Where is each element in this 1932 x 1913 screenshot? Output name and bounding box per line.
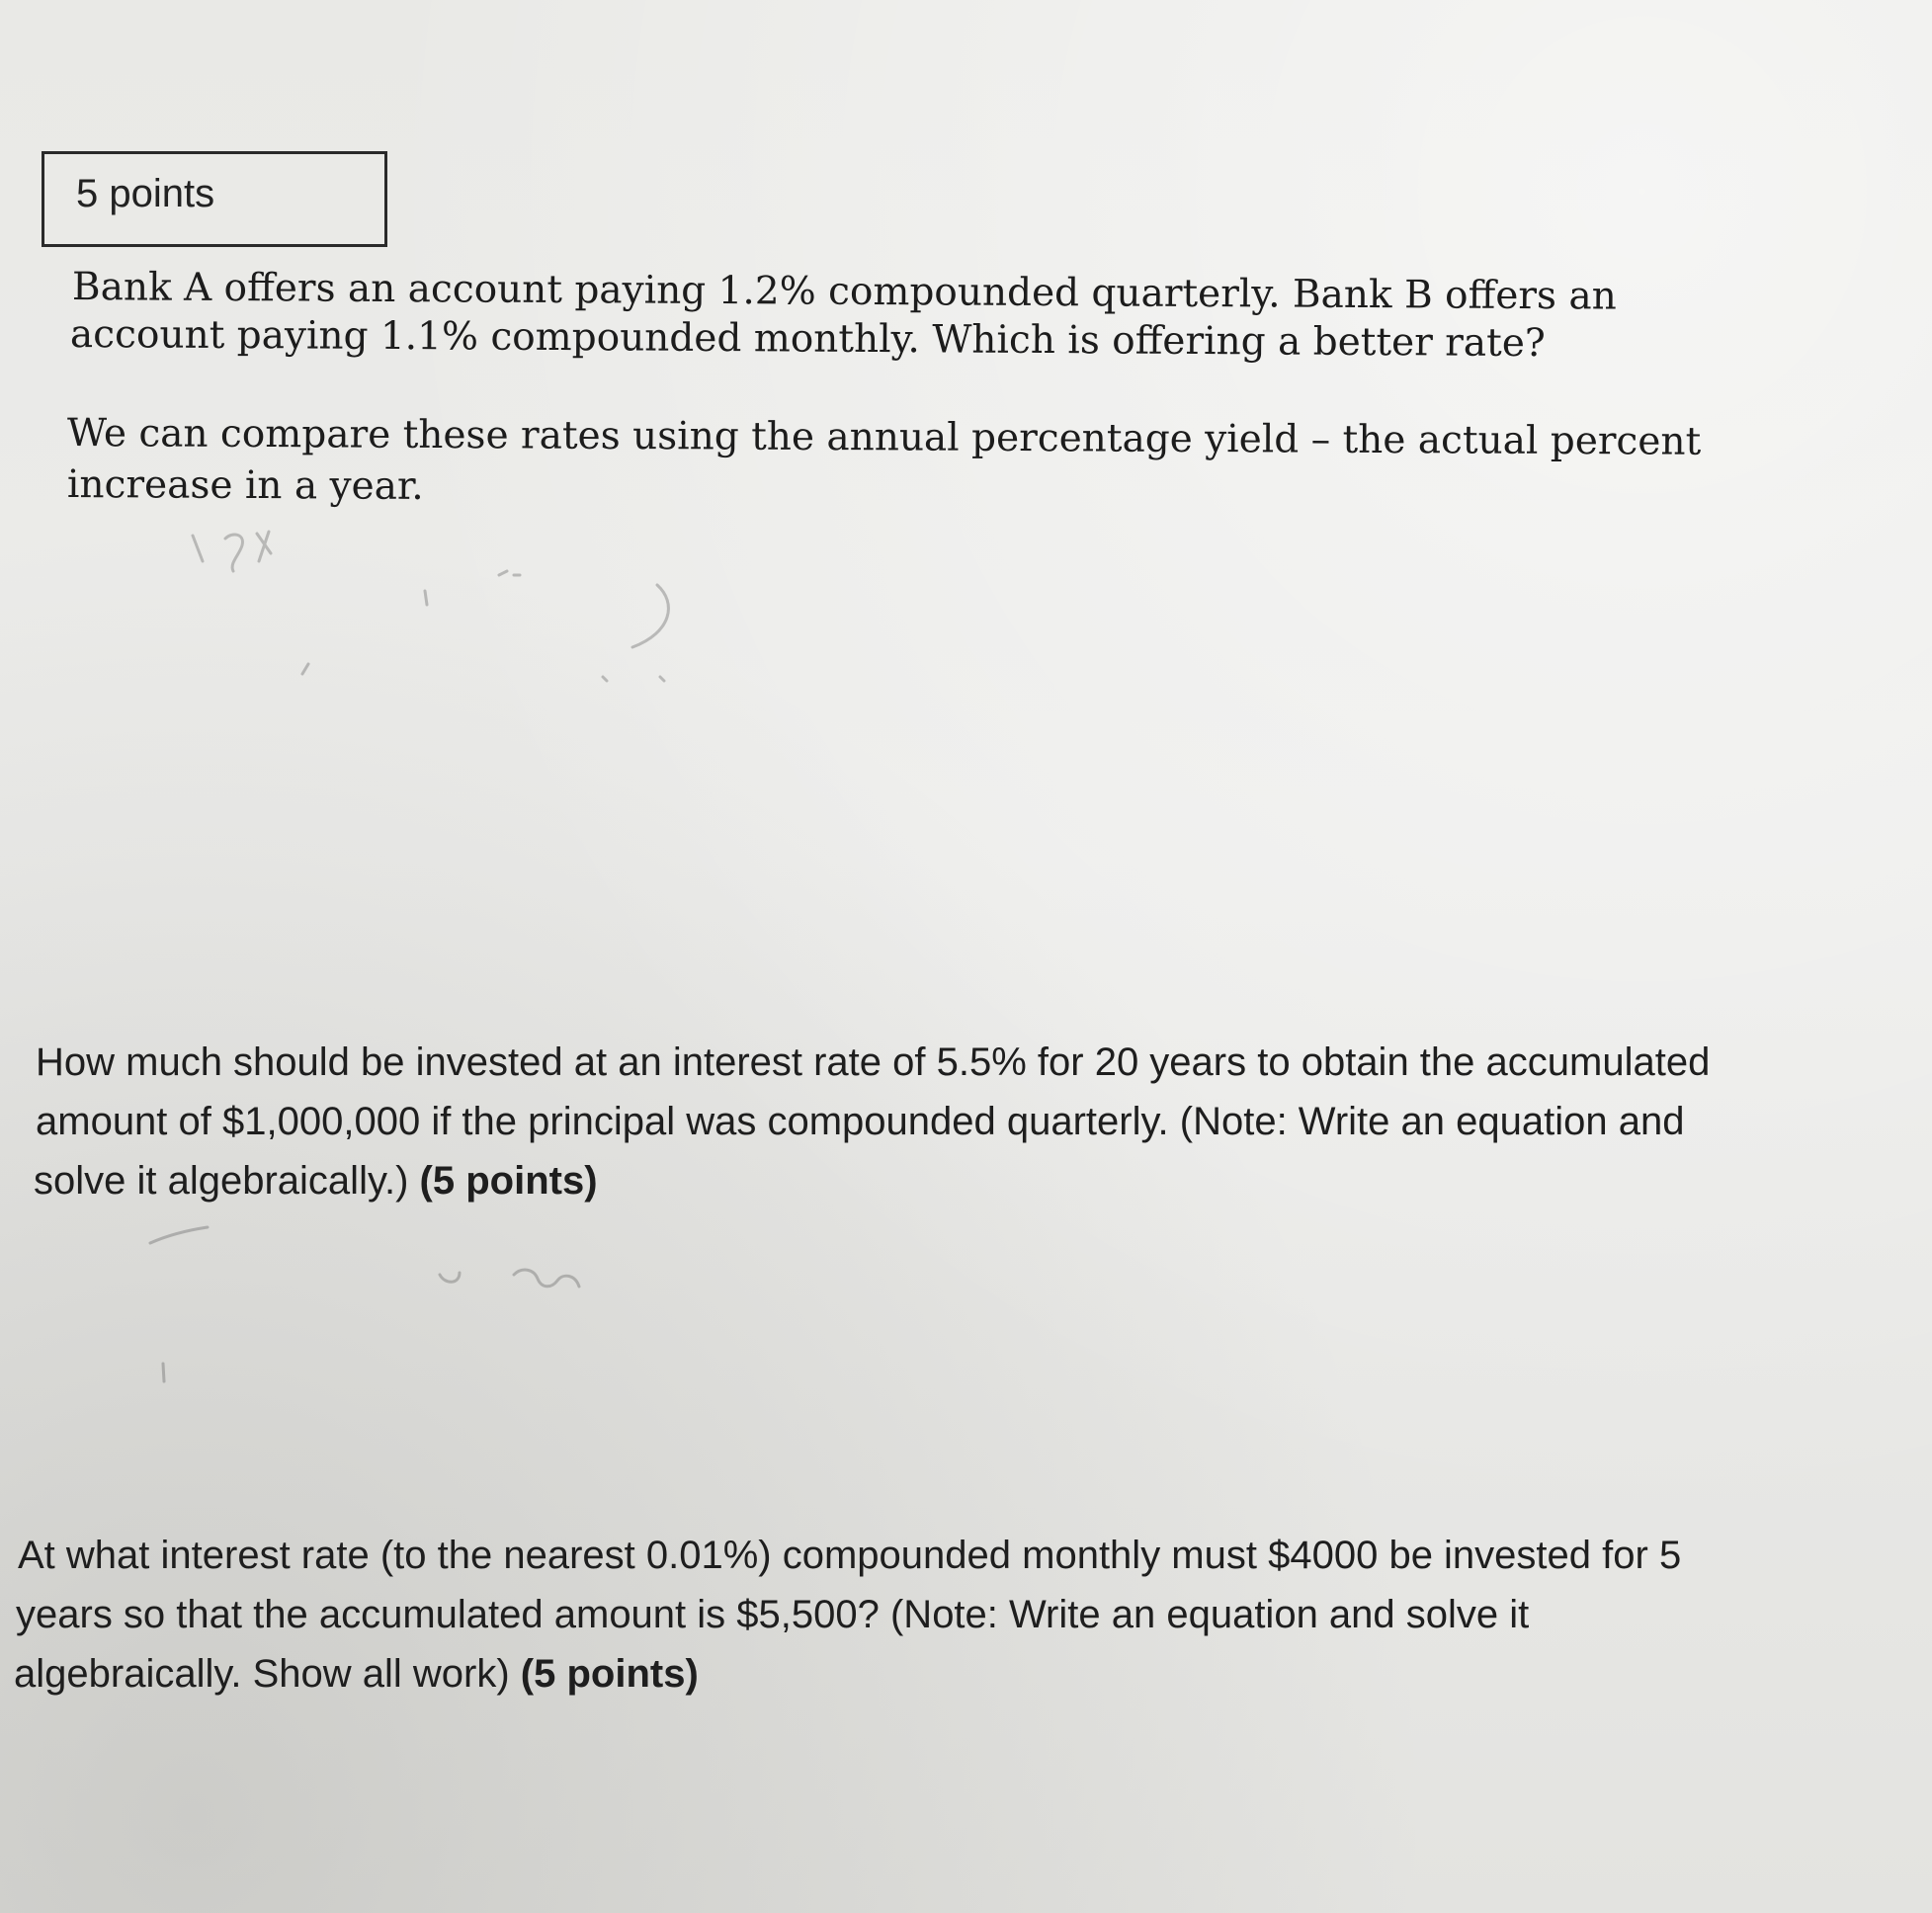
question-3-line-1: At what interest rate (to the nearest 0.01%) compounded monthly must $4000 be invested for 5 (18, 1534, 1682, 1577)
question-3-line-2: years so that the accumulated amount is $5,500? (Note: Write an equation and solve it (16, 1593, 1530, 1636)
question-2-line-2: amount of $1,000,000 if the principal was compounded quarterly. (Note: Write an equation and (36, 1100, 1685, 1143)
question-1-line-2: account paying 1.1% compounded monthly. Which is offering a better rate? (69, 312, 1546, 367)
question-3-line-3-text: algebraically. Show all work) (14, 1652, 521, 1696)
question-2-line-1: How much should be invested at an interest rate of 5.5% for 20 years to obtain the accumulated (36, 1040, 1711, 1084)
question-1-line-1: Bank A offers an account paying 1.2% compounded quarterly. Bank B offers an (71, 265, 1617, 319)
points-label: 5 points (76, 172, 215, 215)
explanation-line-2: increase in a year. (66, 462, 424, 509)
question-2-line-3 (34, 1151, 598, 1210)
question-2-line-3-text: solve it algebraically.) (34, 1159, 420, 1203)
question-3-line-3 (14, 1644, 699, 1704)
explanation-line-1: We can compare these rates using the annual percentage yield – the actual percent (66, 411, 1702, 464)
question-3-points: (5 points) (520, 1652, 699, 1696)
question-2-points: (5 points) (419, 1159, 598, 1203)
points-box (42, 151, 387, 247)
